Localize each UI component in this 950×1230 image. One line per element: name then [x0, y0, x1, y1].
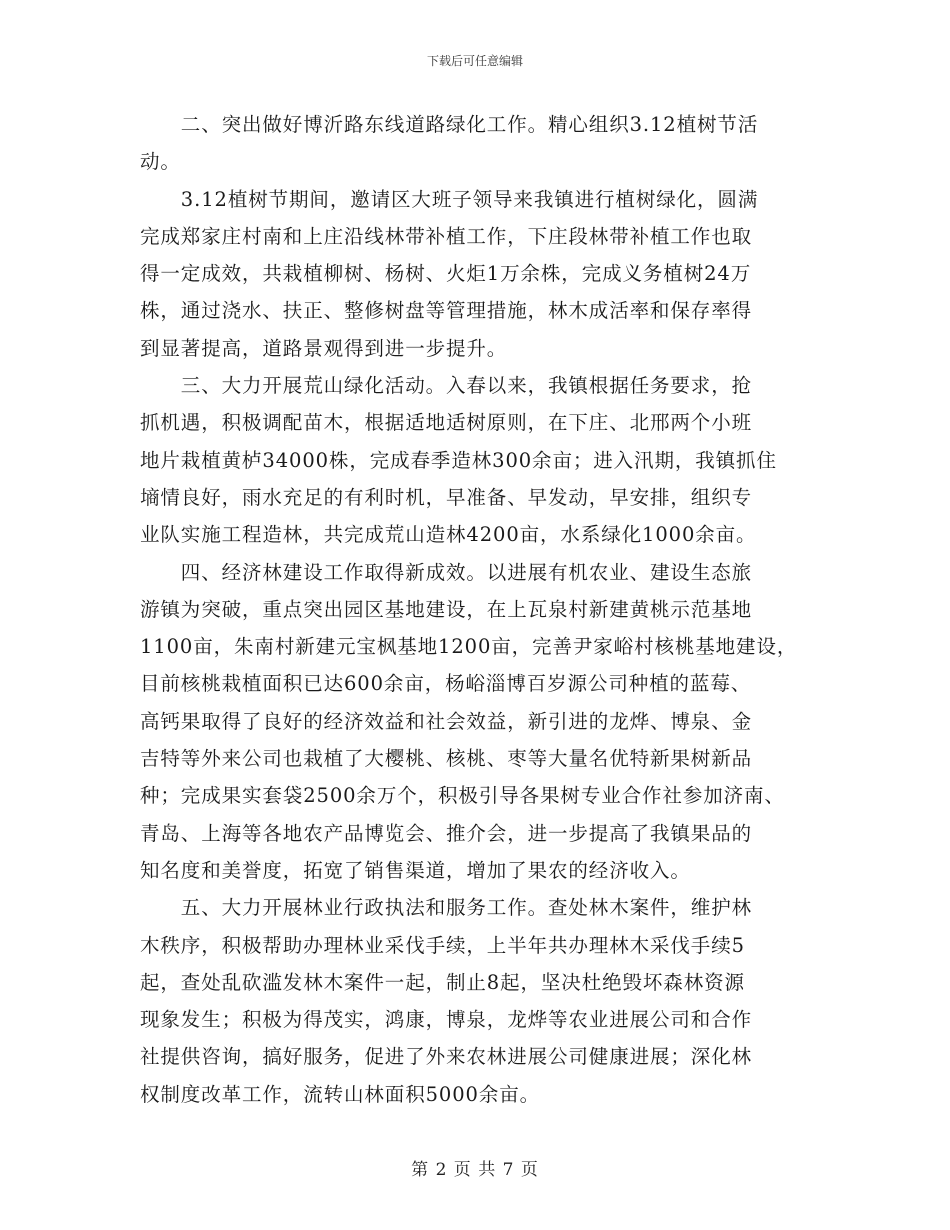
text-line: 目前核桃栽植面积已达600余亩，杨峪淄博百岁源公司种植的蓝莓、	[140, 672, 752, 696]
text-line: 到显著提高，道路景观得到进一步提升。	[140, 336, 508, 360]
text-line: 种；完成果实套袋2500余万个，积极引导各果树专业合作社参加济南、	[140, 784, 785, 808]
page-footer: 第 2 页 共 7 页	[411, 1160, 539, 1180]
document-body	[140, 106, 820, 1113]
text-line: 地片栽植黄栌34000株，完成春季造林300余亩；进入汛期，我镇抓住	[140, 448, 777, 472]
text-line: 得一定成效，共栽植柳树、杨树、火炬1万余株，完成义务植树24万	[140, 262, 752, 286]
text-line: 权制度改革工作，流转山林面积5000余亩。	[140, 1082, 541, 1106]
text-line: 3.12植树节期间，邀请区大班子领导来我镇进行植树绿化，圆满	[140, 187, 759, 211]
text-line: 青岛、上海等各地农产品博览会、推介会，进一步提高了我镇果品的	[140, 821, 753, 845]
text-line: 四、经济林建设工作取得新成效。以进展有机农业、建设生态旅	[140, 560, 753, 584]
text-line: 现象发生；积极为得茂实，鸿康，博泉，龙烨等农业进展公司和合作	[140, 1008, 753, 1032]
text-line: 1100亩，朱南村新建元宝枫基地1200亩，完善尹家峪村核桃基地建设，	[140, 635, 798, 659]
text-line: 高钙果取得了良好的经济效益和社会效益，新引进的龙烨、博泉、金	[140, 709, 753, 733]
text-line: 起，查处乱砍滥发林木案件一起，制止8起，坚决杜绝毁坏森林资源	[140, 970, 745, 994]
page-header: 下载后可任意编辑	[426, 54, 523, 68]
text-line: 动。	[140, 150, 181, 174]
text-line: 吉特等外来公司也栽植了大樱桃、核桃、枣等大量名优特新果树新品	[140, 747, 753, 771]
text-line: 知名度和美誉度，拓宽了销售渠道，增加了果农的经济收入。	[140, 858, 691, 882]
text-line: 株，通过浇水、扶正、整修树盘等管理措施，林木成活率和保存率得	[140, 299, 753, 323]
text-line: 游镇为突破，重点突出园区基地建设，在上瓦泉村新建黄桃示范基地	[140, 597, 753, 621]
text-line: 社提供咨询，搞好服务，促进了外来农林进展公司健康进展；深化林	[140, 1045, 753, 1069]
text-line: 完成郑家庄村南和上庄沿线林带补植工作，下庄段林带补植工作也取	[140, 224, 753, 248]
text-line: 墒情良好，雨水充足的有利时机，早准备、早发动，早安排，组织专	[140, 485, 753, 509]
text-line: 二、突出做好博沂路东线道路绿化工作。精心组织3.12植树节活	[140, 113, 759, 136]
text-line: 木秩序，积极帮助办理林业采伐手续，上半年共办理林木采伐手续5	[140, 933, 745, 957]
text-line: 业队实施工程造林，共完成荒山造林4200亩，水系绿化1000余亩。	[140, 523, 757, 547]
text-line: 抓机遇，积极调配苗木，根据适地适树原则，在下庄、北邢两个小班	[140, 411, 753, 435]
text-line: 五、大力开展林业行政执法和服务工作。查处林木案件，维护林	[140, 896, 753, 920]
text-line: 三、大力开展荒山绿化活动。入春以来，我镇根据任务要求，抢	[140, 374, 753, 398]
